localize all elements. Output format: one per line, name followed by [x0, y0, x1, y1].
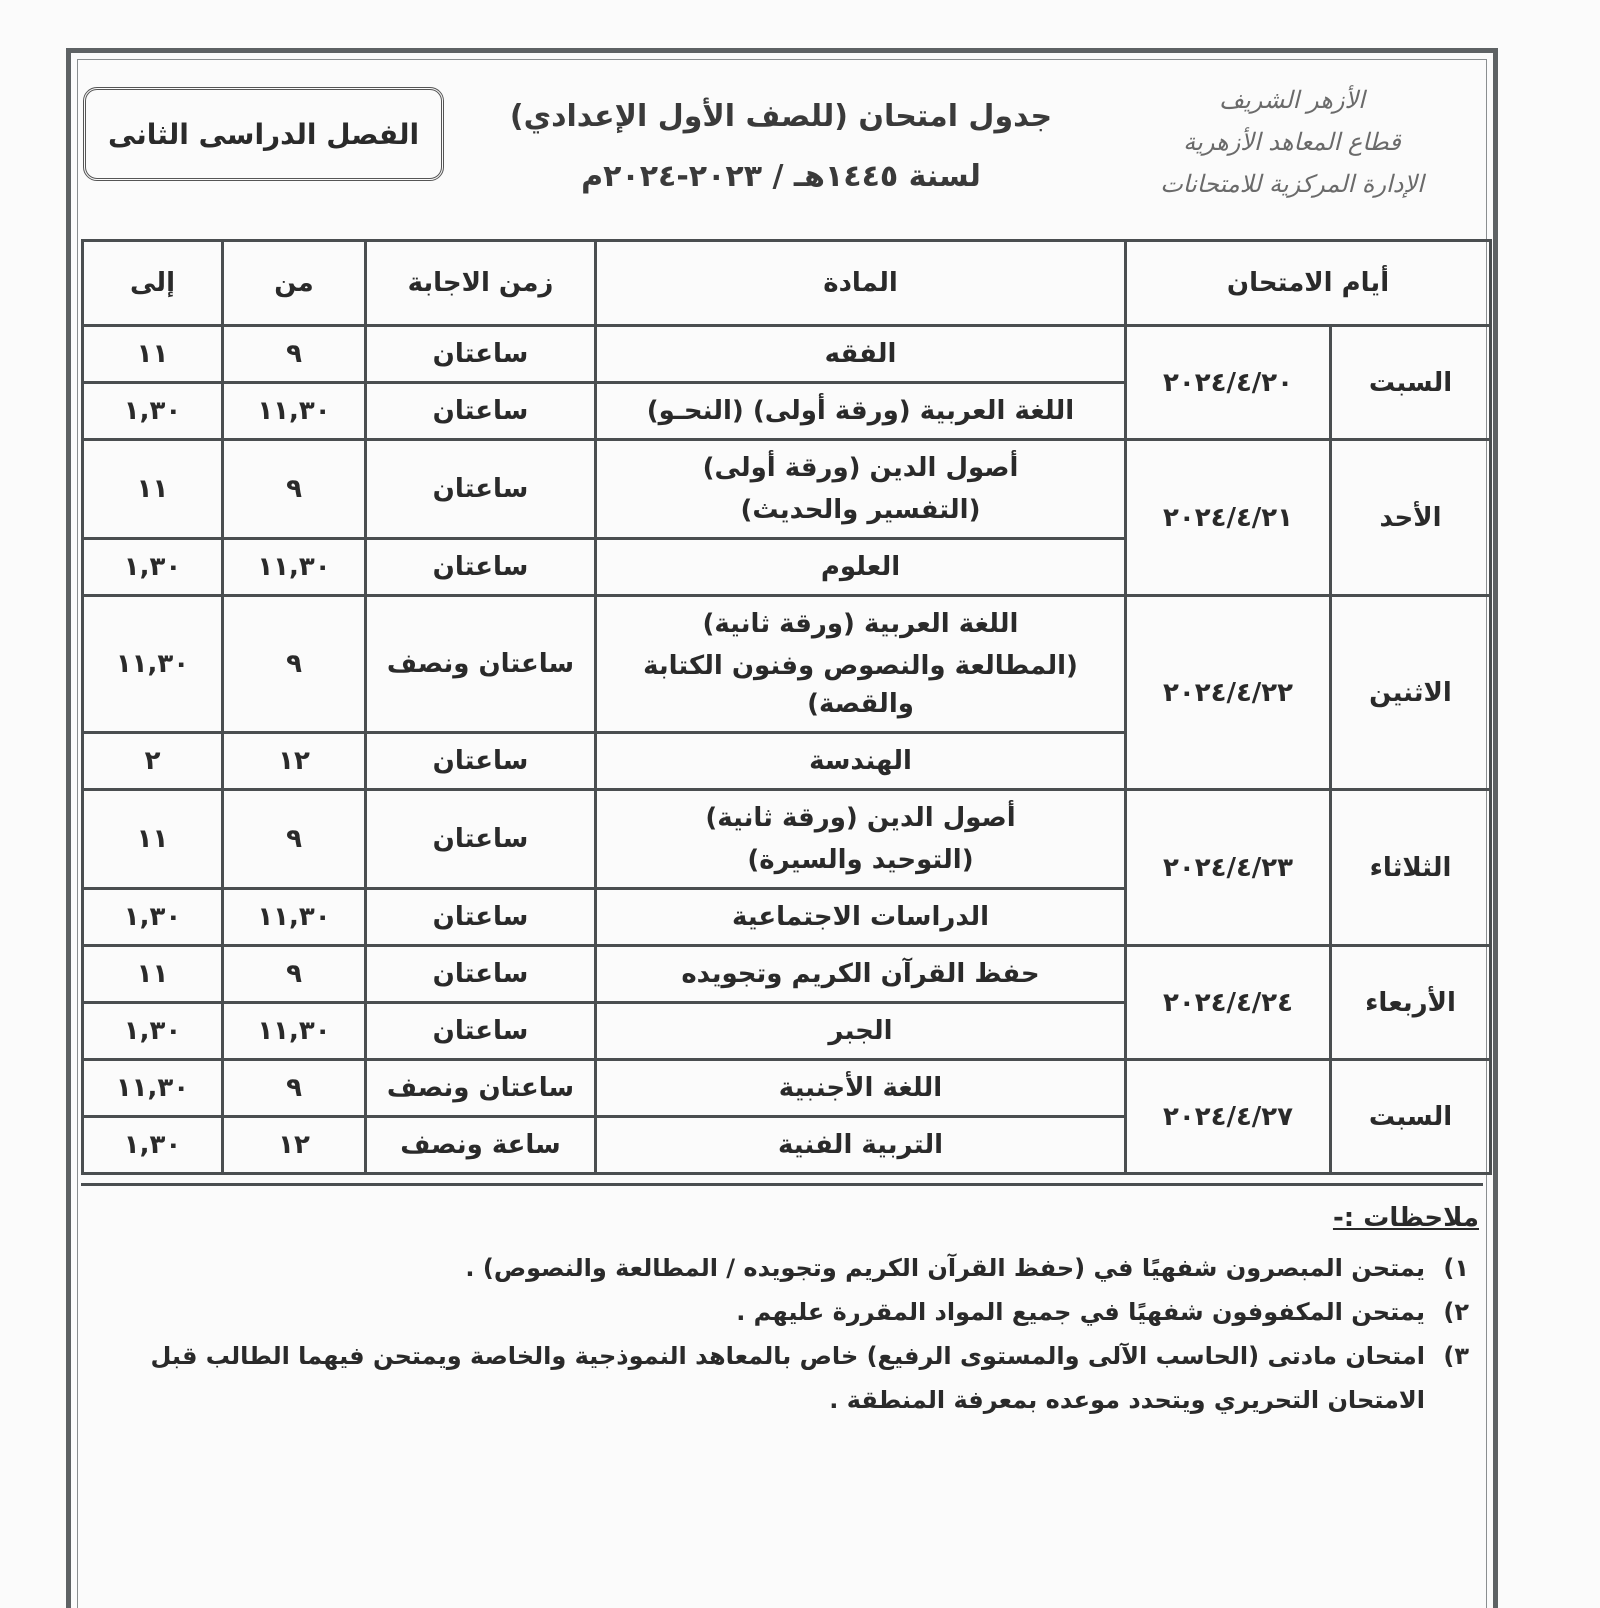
document-header — [71, 53, 1493, 233]
exam-subject — [596, 539, 1126, 596]
exam-subject — [596, 326, 1126, 383]
note-text: يمتحن المكفوفون شفهيًا في جميع المواد المقررة عليهم . — [736, 1298, 1425, 1326]
document-frame — [66, 48, 1498, 1608]
subject-detail: (المطالعة والنصوص وفنون الكتابة والقصة) — [643, 651, 1078, 719]
subject-name: التربية الفنية — [777, 1130, 944, 1160]
table-row — [83, 326, 1491, 383]
exam-date: ٢٠٢٤/٤/٢٤ — [1126, 946, 1331, 1060]
note-item — [81, 1290, 1483, 1334]
exam-to-time: ١١ — [83, 326, 223, 383]
note-number: ١) — [1443, 1254, 1469, 1282]
header-from: من — [223, 241, 366, 326]
subject-name: اللغة العربية (ورقة أولى) (النحـو) — [646, 396, 1075, 426]
subject-detail: (التفسير والحديث) — [740, 495, 981, 525]
exam-from-time: ٩ — [223, 326, 366, 383]
exam-date: ٢٠٢٤/٤/٢٣ — [1126, 790, 1331, 946]
exam-to-time: ١,٣٠ — [83, 1117, 223, 1174]
exam-duration: ساعتان — [366, 946, 596, 1003]
exam-subject — [596, 733, 1126, 790]
exam-from-time: ١١,٣٠ — [223, 889, 366, 946]
subject-name: العلوم — [820, 552, 901, 582]
exam-day: السبت — [1331, 326, 1491, 440]
table-row — [83, 790, 1491, 889]
notes-title: ملاحظات :- — [1332, 1203, 1479, 1233]
logo-line: الأزهر الشريف — [1219, 86, 1365, 114]
exam-to-time: ١١ — [83, 946, 223, 1003]
exam-from-time: ١١,٣٠ — [223, 1003, 366, 1060]
exam-subject — [596, 1060, 1126, 1117]
header-to: إلى — [83, 241, 223, 326]
table-row — [83, 946, 1491, 1003]
exam-from-time: ٩ — [223, 1060, 366, 1117]
note-item — [81, 1246, 1483, 1290]
exam-to-time: ٢ — [83, 733, 223, 790]
exam-duration: ساعتان — [366, 440, 596, 539]
logo-line: الإدارة المركزية للامتحانات — [1160, 170, 1424, 198]
logo-line: قطاع المعاهد الأزهرية — [1183, 128, 1401, 156]
subject-name: اللغة الأجنبية — [778, 1073, 943, 1103]
exam-duration: ساعتان ونصف — [366, 596, 596, 733]
exam-day: السبت — [1331, 1060, 1491, 1174]
subject-name: الهندسة — [809, 746, 912, 776]
exam-day: الأحد — [1331, 440, 1491, 596]
exam-date: ٢٠٢٤/٤/٢١ — [1126, 440, 1331, 596]
subject-name: اللغة العربية (ورقة ثانية) — [702, 609, 1019, 639]
subject-name: الفقه — [824, 339, 897, 369]
header-subject: المادة — [596, 241, 1126, 326]
exam-subject — [596, 383, 1126, 440]
table-row — [83, 1060, 1491, 1117]
note-item — [81, 1334, 1483, 1422]
exam-from-time: ٩ — [223, 596, 366, 733]
exam-date: ٢٠٢٤/٤/٢٢ — [1126, 596, 1331, 790]
table-row — [83, 440, 1491, 539]
exam-to-time: ١١ — [83, 440, 223, 539]
exam-duration: ساعتان ونصف — [366, 1060, 596, 1117]
note-text: امتحان مادتى (الحاسب الآلى والمستوى الرفيع) خاص بالمعاهد النموذجية والخاصة ويمتحن فيهما الطالب قبل الامتحان التحريري ويتحدد موعده بمعرفة المنطقة . — [150, 1342, 1425, 1414]
exam-date: ٢٠٢٤/٤/٢٠ — [1126, 326, 1331, 440]
note-number: ٣) — [1443, 1342, 1469, 1370]
document-subtitle: لسنة ١٤٤٥هـ / ٢٠٢٣-٢٠٢٤م — [581, 159, 981, 194]
table-header-row — [83, 241, 1491, 326]
azhar-logo — [1107, 79, 1477, 205]
exam-from-time: ٩ — [223, 790, 366, 889]
exam-subject — [596, 889, 1126, 946]
exam-to-time: ١١ — [83, 790, 223, 889]
exam-subject — [596, 946, 1126, 1003]
note-text: يمتحن المبصرون شفهيًا في (حفظ القرآن الكريم وتجويده / المطالعة والنصوص) . — [465, 1254, 1425, 1282]
subject-name: الدراسات الاجتماعية — [731, 902, 990, 932]
exam-duration: ساعتان — [366, 326, 596, 383]
exam-subject — [596, 1117, 1126, 1174]
exam-subject — [596, 790, 1126, 889]
document-title: جدول امتحان (للصف الأول الإعدادي) — [509, 99, 1053, 134]
exam-subject — [596, 596, 1126, 733]
exam-to-time: ١١,٣٠ — [83, 1060, 223, 1117]
header-duration: زمن الاجابة — [366, 241, 596, 326]
subject-name: الجبر — [828, 1016, 893, 1046]
term-badge: الفصل الدراسى الثانى — [83, 87, 444, 181]
exam-duration: ساعتان — [366, 539, 596, 596]
exam-to-time: ١,٣٠ — [83, 889, 223, 946]
table-row — [83, 596, 1491, 733]
exam-from-time: ١١,٣٠ — [223, 383, 366, 440]
exam-duration: ساعتان — [366, 1003, 596, 1060]
exam-to-time: ١,٣٠ — [83, 383, 223, 440]
exam-to-time: ١,٣٠ — [83, 1003, 223, 1060]
exam-duration: ساعة ونصف — [366, 1117, 596, 1174]
exam-duration: ساعتان — [366, 889, 596, 946]
exam-from-time: ١٢ — [223, 1117, 366, 1174]
subject-name: حفظ القرآن الكريم وتجويده — [681, 959, 1040, 989]
document-body — [81, 239, 1483, 1422]
exam-from-time: ١٢ — [223, 733, 366, 790]
subject-detail: (التوحيد والسيرة) — [747, 845, 974, 875]
exam-day: الثلاثاء — [1331, 790, 1491, 946]
document-title-block — [461, 87, 1101, 207]
note-number: ٢) — [1443, 1298, 1469, 1326]
exam-from-time: ٩ — [223, 946, 366, 1003]
exam-duration: ساعتان — [366, 790, 596, 889]
subject-name: أصول الدين (ورقة ثانية) — [705, 803, 1016, 833]
exam-subject — [596, 1003, 1126, 1060]
exam-from-time: ٩ — [223, 440, 366, 539]
exam-day: الأربعاء — [1331, 946, 1491, 1060]
exam-duration: ساعتان — [366, 383, 596, 440]
exam-schedule-table — [81, 239, 1492, 1175]
notes-section — [81, 1183, 1483, 1422]
exam-subject — [596, 440, 1126, 539]
header-days: أيام الامتحان — [1126, 241, 1491, 326]
exam-day: الاثنين — [1331, 596, 1491, 790]
exam-to-time: ١,٣٠ — [83, 539, 223, 596]
exam-to-time: ١١,٣٠ — [83, 596, 223, 733]
subject-name: أصول الدين (ورقة أولى) — [702, 453, 1019, 483]
exam-duration: ساعتان — [366, 733, 596, 790]
exam-from-time: ١١,٣٠ — [223, 539, 366, 596]
exam-date: ٢٠٢٤/٤/٢٧ — [1126, 1060, 1331, 1174]
